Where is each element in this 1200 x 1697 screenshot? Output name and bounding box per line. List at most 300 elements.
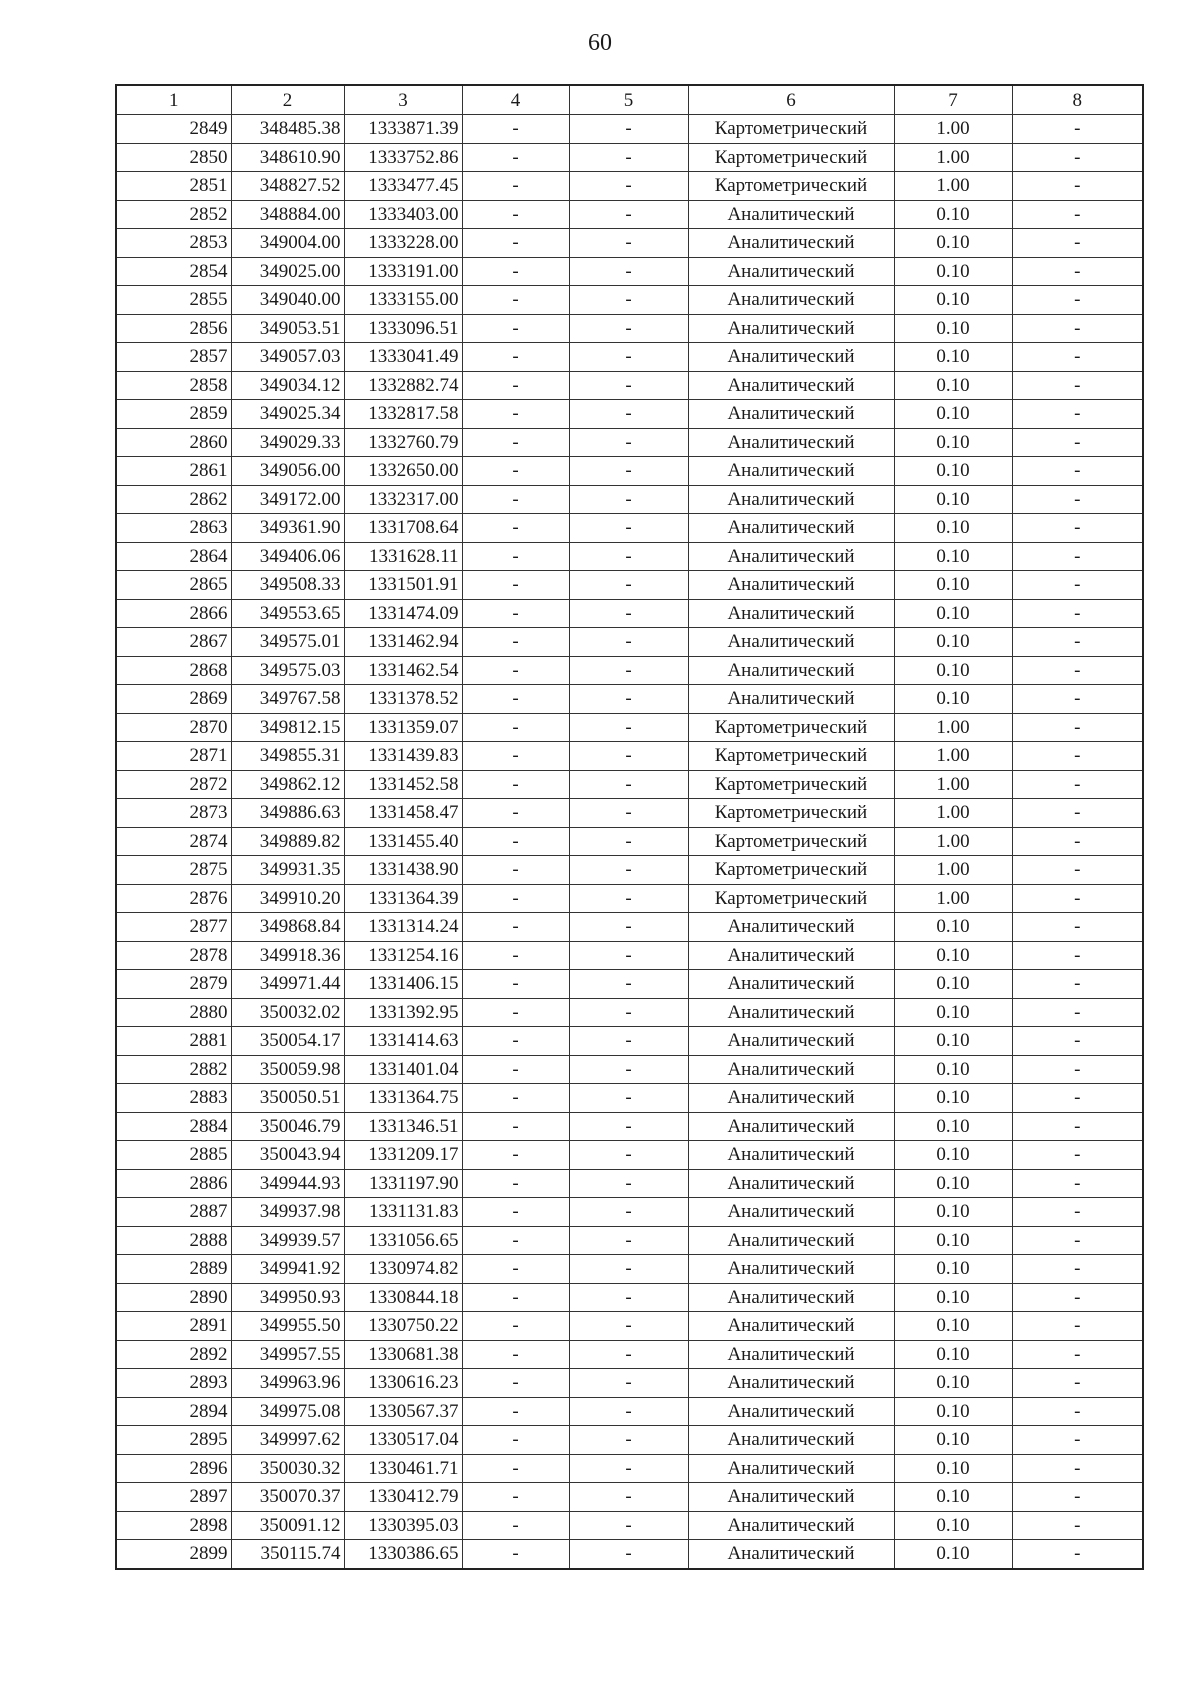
table-cell-col-5: - xyxy=(569,143,688,172)
table-cell-col-5: - xyxy=(569,1226,688,1255)
table-cell-col-5: - xyxy=(569,1283,688,1312)
table-cell-col-2: 349029.33 xyxy=(231,428,344,457)
table-cell-col-8: - xyxy=(1012,400,1143,429)
table-cell-col-6: Картометрический xyxy=(688,884,894,913)
table-row xyxy=(116,514,1143,543)
table-cell-col-6: Аналитический xyxy=(688,1255,894,1284)
table-cell-col-1: 2873 xyxy=(116,799,231,828)
table-cell-col-8: - xyxy=(1012,143,1143,172)
table-cell-col-1: 2885 xyxy=(116,1141,231,1170)
page-number: 60 xyxy=(588,30,612,56)
table-cell-col-8: - xyxy=(1012,200,1143,229)
table-cell-col-4: - xyxy=(462,428,569,457)
table-cell-col-6: Аналитический xyxy=(688,1141,894,1170)
table-row xyxy=(116,1169,1143,1198)
table-cell-col-8: - xyxy=(1012,1426,1143,1455)
table-cell-col-7: 0.10 xyxy=(894,1454,1012,1483)
table-row xyxy=(116,172,1143,201)
table-cell-col-4: - xyxy=(462,1369,569,1398)
table-row xyxy=(116,827,1143,856)
table-cell-col-8: - xyxy=(1012,1141,1143,1170)
table-cell-col-2: 349508.33 xyxy=(231,571,344,600)
table-cell-col-5: - xyxy=(569,314,688,343)
table-cell-col-4: - xyxy=(462,1283,569,1312)
table-cell-col-5: - xyxy=(569,913,688,942)
table-cell-col-7: 0.10 xyxy=(894,1426,1012,1455)
table-cell-col-1: 2859 xyxy=(116,400,231,429)
table-cell-col-6: Аналитический xyxy=(688,1169,894,1198)
table-cell-col-1: 2861 xyxy=(116,457,231,486)
table-cell-col-8: - xyxy=(1012,1169,1143,1198)
table-row xyxy=(116,1426,1143,1455)
table-cell-col-3: 1330974.82 xyxy=(344,1255,462,1284)
table-cell-col-7: 0.10 xyxy=(894,286,1012,315)
table-cell-col-8: - xyxy=(1012,1255,1143,1284)
table-cell-col-8: - xyxy=(1012,1084,1143,1113)
table-cell-col-1: 2857 xyxy=(116,343,231,372)
table-cell-col-7: 0.10 xyxy=(894,1340,1012,1369)
table-cell-col-8: - xyxy=(1012,1511,1143,1540)
table-cell-col-6: Аналитический xyxy=(688,400,894,429)
table-cell-col-3: 1331254.16 xyxy=(344,941,462,970)
table-cell-col-7: 0.10 xyxy=(894,371,1012,400)
table-cell-col-2: 349034.12 xyxy=(231,371,344,400)
table-cell-col-1: 2877 xyxy=(116,913,231,942)
table-cell-col-4: - xyxy=(462,884,569,913)
table-cell-col-3: 1331628.11 xyxy=(344,542,462,571)
table-cell-col-7: 0.10 xyxy=(894,229,1012,258)
table-cell-col-7: 0.10 xyxy=(894,1112,1012,1141)
table-cell-col-2: 349812.15 xyxy=(231,713,344,742)
table-cell-col-8: - xyxy=(1012,1312,1143,1341)
table-row xyxy=(116,229,1143,258)
table-cell-col-4: - xyxy=(462,1312,569,1341)
table-cell-col-8: - xyxy=(1012,799,1143,828)
table-cell-col-1: 2858 xyxy=(116,371,231,400)
table-cell-col-4: - xyxy=(462,115,569,144)
table-cell-col-6: Аналитический xyxy=(688,314,894,343)
table-cell-col-7: 1.00 xyxy=(894,770,1012,799)
table-cell-col-4: - xyxy=(462,1397,569,1426)
table-row xyxy=(116,343,1143,372)
table-cell-col-1: 2854 xyxy=(116,257,231,286)
table-row xyxy=(116,542,1143,571)
table-cell-col-5: - xyxy=(569,799,688,828)
table-cell-col-7: 1.00 xyxy=(894,827,1012,856)
column-header-8: 8 xyxy=(1012,85,1143,115)
table-cell-col-7: 0.10 xyxy=(894,1226,1012,1255)
table-cell-col-6: Аналитический xyxy=(688,257,894,286)
table-cell-col-4: - xyxy=(462,1483,569,1512)
table-row xyxy=(116,1198,1143,1227)
table-cell-col-8: - xyxy=(1012,1112,1143,1141)
table-row xyxy=(116,799,1143,828)
table-cell-col-3: 1330567.37 xyxy=(344,1397,462,1426)
table-cell-col-8: - xyxy=(1012,713,1143,742)
table-cell-col-5: - xyxy=(569,998,688,1027)
table-cell-col-4: - xyxy=(462,713,569,742)
table-row xyxy=(116,1454,1143,1483)
table-header xyxy=(116,85,1143,115)
table-row xyxy=(116,742,1143,771)
table-cell-col-5: - xyxy=(569,229,688,258)
table-cell-col-2: 349937.98 xyxy=(231,1198,344,1227)
table-cell-col-3: 1331439.83 xyxy=(344,742,462,771)
table-cell-col-3: 1333096.51 xyxy=(344,314,462,343)
table-cell-col-3: 1331458.47 xyxy=(344,799,462,828)
table-cell-col-5: - xyxy=(569,1369,688,1398)
table-cell-col-4: - xyxy=(462,257,569,286)
table-cell-col-6: Картометрический xyxy=(688,827,894,856)
table-cell-col-3: 1330517.04 xyxy=(344,1426,462,1455)
table-cell-col-4: - xyxy=(462,628,569,657)
table-cell-col-1: 2887 xyxy=(116,1198,231,1227)
table-cell-col-6: Аналитический xyxy=(688,485,894,514)
table-cell-col-6: Аналитический xyxy=(688,1283,894,1312)
table-row xyxy=(116,1312,1143,1341)
table-cell-col-6: Аналитический xyxy=(688,514,894,543)
table-cell-col-7: 1.00 xyxy=(894,115,1012,144)
table-cell-col-7: 0.10 xyxy=(894,1483,1012,1512)
table-cell-col-2: 349025.34 xyxy=(231,400,344,429)
table-row xyxy=(116,457,1143,486)
table-cell-col-1: 2892 xyxy=(116,1340,231,1369)
table-cell-col-6: Аналитический xyxy=(688,229,894,258)
table-cell-col-1: 2898 xyxy=(116,1511,231,1540)
table-cell-col-3: 1331359.07 xyxy=(344,713,462,742)
table-cell-col-1: 2851 xyxy=(116,172,231,201)
table-row xyxy=(116,1283,1143,1312)
table-cell-col-4: - xyxy=(462,1340,569,1369)
table-cell-col-4: - xyxy=(462,770,569,799)
table-cell-col-3: 1331209.17 xyxy=(344,1141,462,1170)
table-cell-col-4: - xyxy=(462,1169,569,1198)
table-cell-col-6: Аналитический xyxy=(688,998,894,1027)
table-cell-col-6: Аналитический xyxy=(688,628,894,657)
table-cell-col-6: Аналитический xyxy=(688,1084,894,1113)
table-cell-col-7: 0.10 xyxy=(894,343,1012,372)
table-cell-col-5: - xyxy=(569,884,688,913)
table-cell-col-5: - xyxy=(569,457,688,486)
table-cell-col-1: 2886 xyxy=(116,1169,231,1198)
table-cell-col-8: - xyxy=(1012,685,1143,714)
table-cell-col-1: 2864 xyxy=(116,542,231,571)
table-cell-col-3: 1331452.58 xyxy=(344,770,462,799)
table-cell-col-3: 1331364.75 xyxy=(344,1084,462,1113)
table-cell-col-5: - xyxy=(569,827,688,856)
table-cell-col-2: 349553.65 xyxy=(231,599,344,628)
table-cell-col-7: 0.10 xyxy=(894,1055,1012,1084)
table-cell-col-5: - xyxy=(569,1397,688,1426)
table-row xyxy=(116,485,1143,514)
table-cell-col-3: 1330412.79 xyxy=(344,1483,462,1512)
table-row xyxy=(116,428,1143,457)
table-row xyxy=(116,1084,1143,1113)
table-cell-col-6: Картометрический xyxy=(688,742,894,771)
table-cell-col-1: 2863 xyxy=(116,514,231,543)
table-cell-col-1: 2856 xyxy=(116,314,231,343)
table-cell-col-6: Аналитический xyxy=(688,913,894,942)
table-cell-col-4: - xyxy=(462,1084,569,1113)
table-cell-col-8: - xyxy=(1012,599,1143,628)
table-cell-col-6: Аналитический xyxy=(688,1369,894,1398)
table-cell-col-2: 349172.00 xyxy=(231,485,344,514)
table-cell-col-8: - xyxy=(1012,172,1143,201)
table-row xyxy=(116,314,1143,343)
table-cell-col-8: - xyxy=(1012,1027,1143,1056)
table-cell-col-5: - xyxy=(569,286,688,315)
table-cell-col-8: - xyxy=(1012,970,1143,999)
table-cell-col-7: 0.10 xyxy=(894,1084,1012,1113)
table-cell-col-6: Аналитический xyxy=(688,1055,894,1084)
column-header-2: 2 xyxy=(231,85,344,115)
table-cell-col-5: - xyxy=(569,1169,688,1198)
table-cell-col-8: - xyxy=(1012,913,1143,942)
table-cell-col-3: 1331401.04 xyxy=(344,1055,462,1084)
table-cell-col-7: 0.10 xyxy=(894,257,1012,286)
table-cell-col-7: 0.10 xyxy=(894,1198,1012,1227)
table-cell-col-5: - xyxy=(569,628,688,657)
table-row xyxy=(116,1255,1143,1284)
table-cell-col-2: 349862.12 xyxy=(231,770,344,799)
table-cell-col-3: 1330461.71 xyxy=(344,1454,462,1483)
table-cell-col-4: - xyxy=(462,514,569,543)
table-cell-col-3: 1333228.00 xyxy=(344,229,462,258)
table-cell-col-3: 1330750.22 xyxy=(344,1312,462,1341)
table-cell-col-7: 0.10 xyxy=(894,599,1012,628)
table-cell-col-2: 348884.00 xyxy=(231,200,344,229)
table-cell-col-4: - xyxy=(462,1255,569,1284)
table-cell-col-1: 2890 xyxy=(116,1283,231,1312)
table-cell-col-3: 1333041.49 xyxy=(344,343,462,372)
table-cell-col-5: - xyxy=(569,400,688,429)
table-cell-col-2: 349944.93 xyxy=(231,1169,344,1198)
table-cell-col-1: 2872 xyxy=(116,770,231,799)
table-cell-col-6: Аналитический xyxy=(688,1540,894,1569)
table-cell-col-3: 1331378.52 xyxy=(344,685,462,714)
table-cell-col-4: - xyxy=(462,314,569,343)
table-cell-col-8: - xyxy=(1012,1483,1143,1512)
table-cell-col-1: 2855 xyxy=(116,286,231,315)
table-cell-col-4: - xyxy=(462,1027,569,1056)
table-row xyxy=(116,1511,1143,1540)
table-cell-col-7: 0.10 xyxy=(894,1141,1012,1170)
table-cell-col-1: 2897 xyxy=(116,1483,231,1512)
table-cell-col-8: - xyxy=(1012,457,1143,486)
table-cell-col-3: 1331346.51 xyxy=(344,1112,462,1141)
table-cell-col-7: 0.10 xyxy=(894,428,1012,457)
table-cell-col-2: 349868.84 xyxy=(231,913,344,942)
table-cell-col-6: Аналитический xyxy=(688,1511,894,1540)
table-cell-col-7: 1.00 xyxy=(894,143,1012,172)
table-cell-col-6: Картометрический xyxy=(688,115,894,144)
table-row xyxy=(116,571,1143,600)
table-cell-col-1: 2849 xyxy=(116,115,231,144)
table-cell-col-1: 2889 xyxy=(116,1255,231,1284)
table-cell-col-1: 2852 xyxy=(116,200,231,229)
table-cell-col-3: 1331462.94 xyxy=(344,628,462,657)
table-cell-col-8: - xyxy=(1012,998,1143,1027)
table-cell-col-1: 2878 xyxy=(116,941,231,970)
table-cell-col-6: Аналитический xyxy=(688,1397,894,1426)
table-cell-col-3: 1331364.39 xyxy=(344,884,462,913)
column-header-7: 7 xyxy=(894,85,1012,115)
column-header-5: 5 xyxy=(569,85,688,115)
table-cell-col-2: 349767.58 xyxy=(231,685,344,714)
table-cell-col-8: - xyxy=(1012,286,1143,315)
table-cell-col-5: - xyxy=(569,685,688,714)
table-cell-col-4: - xyxy=(462,400,569,429)
table-cell-col-6: Аналитический xyxy=(688,1198,894,1227)
table-cell-col-2: 350070.37 xyxy=(231,1483,344,1512)
table-cell-col-3: 1332817.58 xyxy=(344,400,462,429)
table-cell-col-5: - xyxy=(569,1340,688,1369)
table-cell-col-2: 350050.51 xyxy=(231,1084,344,1113)
table-cell-col-2: 350046.79 xyxy=(231,1112,344,1141)
table-cell-col-7: 0.10 xyxy=(894,656,1012,685)
table-cell-col-1: 2888 xyxy=(116,1226,231,1255)
table-row xyxy=(116,1027,1143,1056)
column-header-6: 6 xyxy=(688,85,894,115)
table-cell-col-7: 0.10 xyxy=(894,1312,1012,1341)
table-cell-col-1: 2862 xyxy=(116,485,231,514)
table-cell-col-8: - xyxy=(1012,1226,1143,1255)
table-cell-col-1: 2895 xyxy=(116,1426,231,1455)
table-cell-col-6: Картометрический xyxy=(688,770,894,799)
table-cell-col-7: 0.10 xyxy=(894,941,1012,970)
table-row xyxy=(116,856,1143,885)
table-cell-col-7: 0.10 xyxy=(894,1369,1012,1398)
table-cell-col-4: - xyxy=(462,998,569,1027)
table-cell-col-2: 349939.57 xyxy=(231,1226,344,1255)
table-cell-col-4: - xyxy=(462,656,569,685)
table-cell-col-2: 349971.44 xyxy=(231,970,344,999)
table-cell-col-3: 1331438.90 xyxy=(344,856,462,885)
table-row xyxy=(116,884,1143,913)
table-cell-col-2: 348610.90 xyxy=(231,143,344,172)
table-cell-col-6: Аналитический xyxy=(688,1483,894,1512)
table-row xyxy=(116,1397,1143,1426)
table-cell-col-8: - xyxy=(1012,514,1143,543)
table-cell-col-3: 1333871.39 xyxy=(344,115,462,144)
table-cell-col-6: Аналитический xyxy=(688,970,894,999)
table-row xyxy=(116,998,1143,1027)
table-cell-col-4: - xyxy=(462,571,569,600)
table-cell-col-8: - xyxy=(1012,1198,1143,1227)
table-cell-col-3: 1330681.38 xyxy=(344,1340,462,1369)
table-cell-col-7: 0.10 xyxy=(894,200,1012,229)
table-cell-col-1: 2894 xyxy=(116,1397,231,1426)
table-cell-col-7: 0.10 xyxy=(894,457,1012,486)
table-cell-col-5: - xyxy=(569,542,688,571)
table-cell-col-7: 0.10 xyxy=(894,970,1012,999)
table-cell-col-5: - xyxy=(569,257,688,286)
table-cell-col-1: 2850 xyxy=(116,143,231,172)
table-cell-col-5: - xyxy=(569,428,688,457)
table-cell-col-6: Аналитический xyxy=(688,542,894,571)
table-cell-col-6: Аналитический xyxy=(688,1112,894,1141)
table-cell-col-7: 0.10 xyxy=(894,542,1012,571)
table-cell-col-3: 1332882.74 xyxy=(344,371,462,400)
table-row xyxy=(116,1540,1143,1569)
table-cell-col-1: 2869 xyxy=(116,685,231,714)
table-cell-col-4: - xyxy=(462,371,569,400)
table-cell-col-7: 0.10 xyxy=(894,685,1012,714)
table-cell-col-5: - xyxy=(569,856,688,885)
table-row xyxy=(116,286,1143,315)
table-cell-col-8: - xyxy=(1012,1540,1143,1569)
table-cell-col-2: 349950.93 xyxy=(231,1283,344,1312)
table-cell-col-7: 0.10 xyxy=(894,1255,1012,1284)
table-cell-col-4: - xyxy=(462,286,569,315)
table-cell-col-4: - xyxy=(462,827,569,856)
table-cell-col-2: 349889.82 xyxy=(231,827,344,856)
table-cell-col-2: 349406.06 xyxy=(231,542,344,571)
column-header-3: 3 xyxy=(344,85,462,115)
table-cell-col-6: Аналитический xyxy=(688,599,894,628)
table-cell-col-2: 350030.32 xyxy=(231,1454,344,1483)
table-cell-col-7: 0.10 xyxy=(894,485,1012,514)
table-cell-col-1: 2876 xyxy=(116,884,231,913)
table-row xyxy=(116,143,1143,172)
table-cell-col-8: - xyxy=(1012,428,1143,457)
table-cell-col-2: 349361.90 xyxy=(231,514,344,543)
table-cell-col-7: 0.10 xyxy=(894,1511,1012,1540)
table-row xyxy=(116,599,1143,628)
table-cell-col-7: 0.10 xyxy=(894,1169,1012,1198)
column-header-1: 1 xyxy=(116,85,231,115)
table-cell-col-2: 350043.94 xyxy=(231,1141,344,1170)
table-cell-col-4: - xyxy=(462,913,569,942)
table-cell-col-4: - xyxy=(462,542,569,571)
table-cell-col-2: 349004.00 xyxy=(231,229,344,258)
table-cell-col-6: Аналитический xyxy=(688,1340,894,1369)
table-cell-col-3: 1333403.00 xyxy=(344,200,462,229)
table-cell-col-6: Аналитический xyxy=(688,656,894,685)
table-cell-col-3: 1331501.91 xyxy=(344,571,462,600)
table-row xyxy=(116,1055,1143,1084)
table-cell-col-4: - xyxy=(462,1198,569,1227)
table-cell-col-3: 1331474.09 xyxy=(344,599,462,628)
table-cell-col-5: - xyxy=(569,1483,688,1512)
table-cell-col-1: 2884 xyxy=(116,1112,231,1141)
table-cell-col-5: - xyxy=(569,1027,688,1056)
table-cell-col-6: Аналитический xyxy=(688,1226,894,1255)
table-cell-col-4: - xyxy=(462,1226,569,1255)
table-cell-col-1: 2870 xyxy=(116,713,231,742)
coordinates-table xyxy=(115,84,1144,1570)
table-cell-col-2: 349963.96 xyxy=(231,1369,344,1398)
table-cell-col-1: 2896 xyxy=(116,1454,231,1483)
table-cell-col-3: 1331131.83 xyxy=(344,1198,462,1227)
table-row xyxy=(116,1369,1143,1398)
table-cell-col-1: 2871 xyxy=(116,742,231,771)
table-cell-col-4: - xyxy=(462,685,569,714)
table-cell-col-2: 350091.12 xyxy=(231,1511,344,1540)
table-cell-col-4: - xyxy=(462,1426,569,1455)
table-cell-col-7: 1.00 xyxy=(894,799,1012,828)
table-cell-col-3: 1332760.79 xyxy=(344,428,462,457)
table-cell-col-2: 349975.08 xyxy=(231,1397,344,1426)
table-row xyxy=(116,913,1143,942)
table-row xyxy=(116,770,1143,799)
table-cell-col-6: Аналитический xyxy=(688,371,894,400)
table-cell-col-2: 348827.52 xyxy=(231,172,344,201)
table-cell-col-4: - xyxy=(462,143,569,172)
table-cell-col-3: 1330616.23 xyxy=(344,1369,462,1398)
table-cell-col-4: - xyxy=(462,1540,569,1569)
table-cell-col-5: - xyxy=(569,115,688,144)
